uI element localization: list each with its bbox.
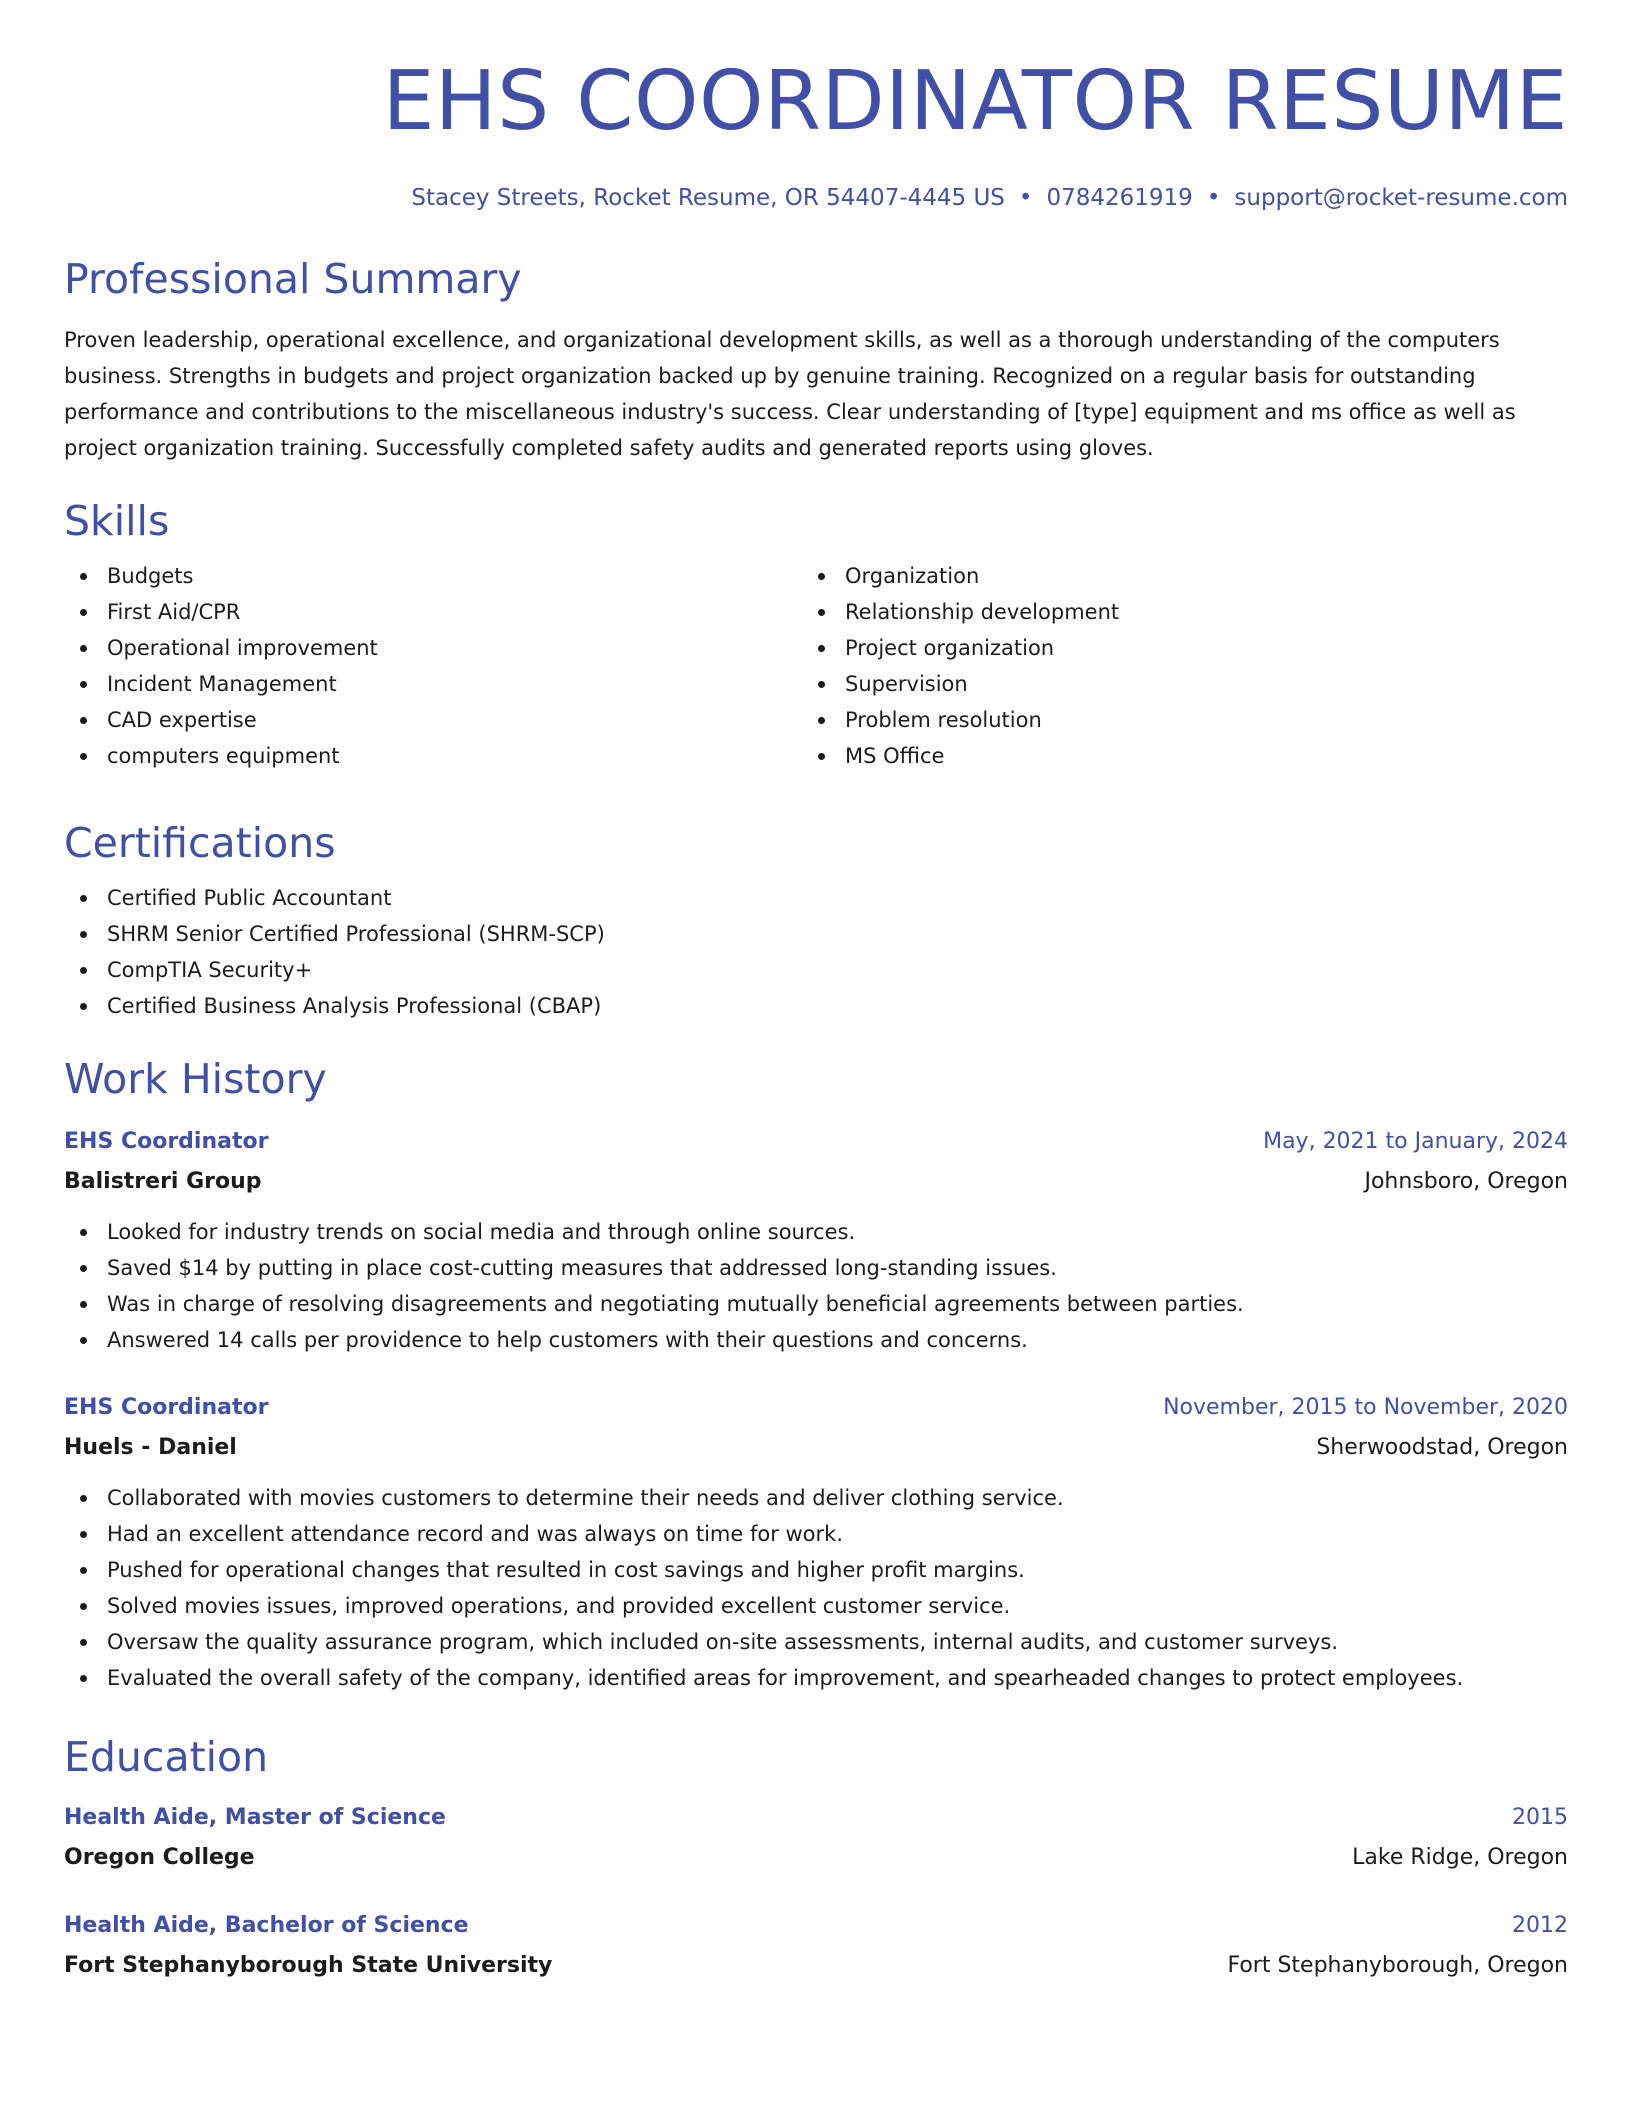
job-duties-list — [64, 1480, 1568, 1696]
job-duties-list — [64, 1214, 1568, 1358]
skill-item: Organization — [802, 558, 1540, 594]
education-school: Fort Stephanyborough State University — [64, 1953, 553, 1978]
certification-item: Certified Business Analysis Professional (CBAP) — [64, 988, 1568, 1024]
certifications-list — [64, 880, 1568, 1024]
education-year: 2012 — [1512, 1913, 1568, 1938]
contact-separator: • — [1206, 185, 1221, 211]
contact-email[interactable]: support@rocket-resume.com — [1234, 185, 1568, 211]
skill-item: MS Office — [802, 738, 1540, 774]
job-company: Huels - Daniel — [64, 1435, 237, 1460]
job-location: Sherwoodstad, Oregon — [1316, 1435, 1568, 1460]
job-duty-item: Solved movies issues, improved operations, and provided excellent customer service. — [64, 1588, 1568, 1624]
education-degree: Health Aide, Bachelor of Science — [64, 1913, 469, 1938]
education-school: Oregon College — [64, 1845, 255, 1870]
job-duty-item: Had an excellent attendance record and was always on time for work. — [64, 1516, 1568, 1552]
section-title-summary: Professional Summary — [64, 255, 522, 303]
skill-item: Project organization — [802, 630, 1540, 666]
resume-header — [64, 0, 1568, 214]
skill-item: CAD expertise — [64, 702, 802, 738]
job-header-row — [64, 1122, 1568, 1162]
professional-summary-section — [64, 254, 1568, 466]
contact-phone: 0784261919 — [1046, 185, 1193, 211]
job-duty-item: Oversaw the quality assurance program, which included on-site assessments, internal audits, and customer surveys. — [64, 1624, 1568, 1660]
education-location: Fort Stephanyborough, Oregon — [1227, 1953, 1568, 1978]
job-duty-item: Answered 14 calls per providence to help customers with their questions and concerns. — [64, 1322, 1568, 1358]
job-company-row — [64, 1162, 1568, 1202]
section-title-skills: Skills — [64, 497, 170, 545]
certifications-section — [64, 818, 1568, 1024]
skill-item: computers equipment — [64, 738, 802, 774]
job-dates: November, 2015 to November, 2020 — [1163, 1395, 1568, 1420]
job-entry — [64, 1388, 1568, 1696]
job-duty-item: Was in charge of resolving disagreements and negotiating mutually beneficial agreements between parties. — [64, 1286, 1568, 1322]
contact-address: Stacey Streets, Rocket Resume, OR 54407-4445 US — [411, 185, 1005, 211]
education-section — [64, 1732, 1568, 1986]
work-history-section — [64, 1054, 1568, 1696]
certification-item: CompTIA Security+ — [64, 952, 1568, 988]
job-duty-item: Pushed for operational changes that resulted in cost savings and higher profit margins. — [64, 1552, 1568, 1588]
education-school-row — [64, 1838, 1568, 1878]
skills-list-right — [802, 558, 1540, 774]
skills-grid — [64, 558, 1568, 774]
contact-separator: • — [1018, 185, 1033, 211]
skills-list-left — [64, 558, 802, 774]
skill-item: Incident Management — [64, 666, 802, 702]
job-company: Balistreri Group — [64, 1169, 262, 1194]
section-title-work-history: Work History — [64, 1055, 327, 1103]
job-title: EHS Coordinator — [64, 1129, 269, 1154]
job-entry — [64, 1122, 1568, 1358]
job-company-row — [64, 1428, 1568, 1468]
education-header-row — [64, 1906, 1568, 1946]
education-degree: Health Aide, Master of Science — [64, 1805, 446, 1830]
certification-item: Certified Public Accountant — [64, 880, 1568, 916]
education-entry — [64, 1906, 1568, 1986]
contact-line — [64, 182, 1568, 214]
job-duty-item: Saved $14 by putting in place cost-cutting measures that addressed long-standing issues. — [64, 1250, 1568, 1286]
skill-item: Problem resolution — [802, 702, 1540, 738]
skill-item: First Aid/CPR — [64, 594, 802, 630]
education-year: 2015 — [1512, 1805, 1568, 1830]
certification-item: SHRM Senior Certified Professional (SHRM-SCP) — [64, 916, 1568, 952]
section-title-certifications: Certifications — [64, 819, 336, 867]
skill-item: Relationship development — [802, 594, 1540, 630]
section-title-education: Education — [64, 1733, 269, 1781]
job-duty-item: Looked for industry trends on social media and through online sources. — [64, 1214, 1568, 1250]
job-dates: May, 2021 to January, 2024 — [1263, 1129, 1568, 1154]
job-title: EHS Coordinator — [64, 1395, 269, 1420]
skill-item: Operational improvement — [64, 630, 802, 666]
education-header-row — [64, 1798, 1568, 1838]
job-duty-item: Collaborated with movies customers to determine their needs and deliver clothing service. — [64, 1480, 1568, 1516]
job-location: Johnsboro, Oregon — [1364, 1169, 1568, 1194]
skill-item: Supervision — [802, 666, 1540, 702]
education-school-row — [64, 1946, 1568, 1986]
education-location: Lake Ridge, Oregon — [1352, 1845, 1568, 1870]
skill-item: Budgets — [64, 558, 802, 594]
skills-section — [64, 496, 1568, 774]
job-header-row — [64, 1388, 1568, 1428]
job-duty-item: Evaluated the overall safety of the company, identified areas for improvement, and spearheaded changes to protect employees. — [64, 1660, 1568, 1696]
resume-title: EHS COORDINATOR RESUME — [382, 54, 1568, 149]
summary-text: Proven leadership, operational excellence, and organizational development skills, as well as a thorough understanding of the computers business. Strengths in budgets and project organization backed up by genuine training. Recognized on a regular basis for outstanding performance and contributions to the miscellaneous industry's success. Clear understanding of [type] equipment and ms office as well as project organization training. Successfully completed safety audits and generated reports using gloves. — [64, 328, 1516, 460]
education-entry — [64, 1798, 1568, 1878]
